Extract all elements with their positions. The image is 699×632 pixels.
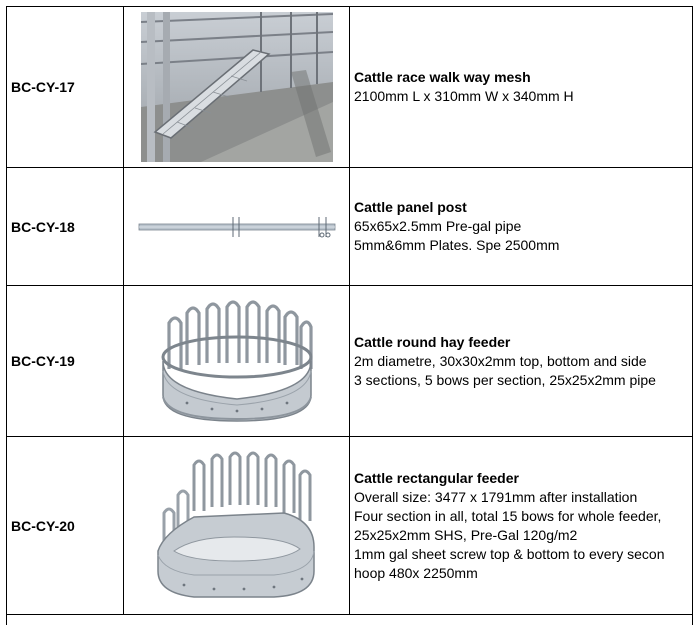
product-description (350, 437, 693, 615)
product-title: Cattle rectangular feeder (354, 469, 519, 486)
spec-line: 2100mm L x 310mm W x 340mm H (354, 88, 574, 104)
product-title: Cattle panel post (354, 199, 467, 215)
panel-post-photo-icon (137, 207, 337, 247)
product-description (350, 286, 693, 437)
product-code: BC-CY-17 (7, 7, 124, 168)
table-row (7, 168, 693, 286)
product-code: BC-CY-18 (7, 168, 124, 286)
table-row (7, 615, 693, 626)
spec-line: Four section in all, total 15 bows for whole feeder, 25x25x2mm SHS, Pre-Gal 120g/m2 (354, 507, 662, 543)
spec-line: 2m diametre, 30x30x2mm top, bottom and side (354, 352, 647, 369)
rectangular-feeder-photo-icon (154, 451, 320, 601)
product-image-cell (124, 437, 350, 615)
spec-line: Overall size: 3477 x 1791mm after installation (354, 488, 638, 505)
table-row (7, 7, 693, 168)
product-code: BC-CY-19 (7, 286, 124, 437)
next-row-top (7, 615, 693, 626)
spec-line: 65x65x2.5mm Pre-gal pipe (354, 218, 522, 234)
product-title: Cattle round hay feeder (354, 333, 511, 350)
round-hay-feeder-photo-icon (157, 299, 317, 423)
spec-line: 3 sections, 5 bows per section, 25x25x2mm pipe (354, 371, 656, 388)
product-title: Cattle race walk way mesh (354, 69, 531, 85)
product-image-cell (124, 168, 350, 286)
spec-line: 5mm&6mm Plates. Spe 2500mm (354, 237, 560, 253)
product-description (350, 168, 693, 286)
table-row (7, 286, 693, 437)
product-image-cell (124, 286, 350, 437)
table-row (7, 437, 693, 615)
product-code: BC-CY-20 (7, 437, 124, 615)
walkway-mesh-photo-icon (141, 12, 333, 162)
spec-line: 1mm gal sheet screw top & bottom to every secon hoop 480x 2250mm (354, 545, 665, 581)
product-table (6, 6, 693, 625)
product-description (350, 7, 693, 168)
product-image-cell (124, 7, 350, 168)
